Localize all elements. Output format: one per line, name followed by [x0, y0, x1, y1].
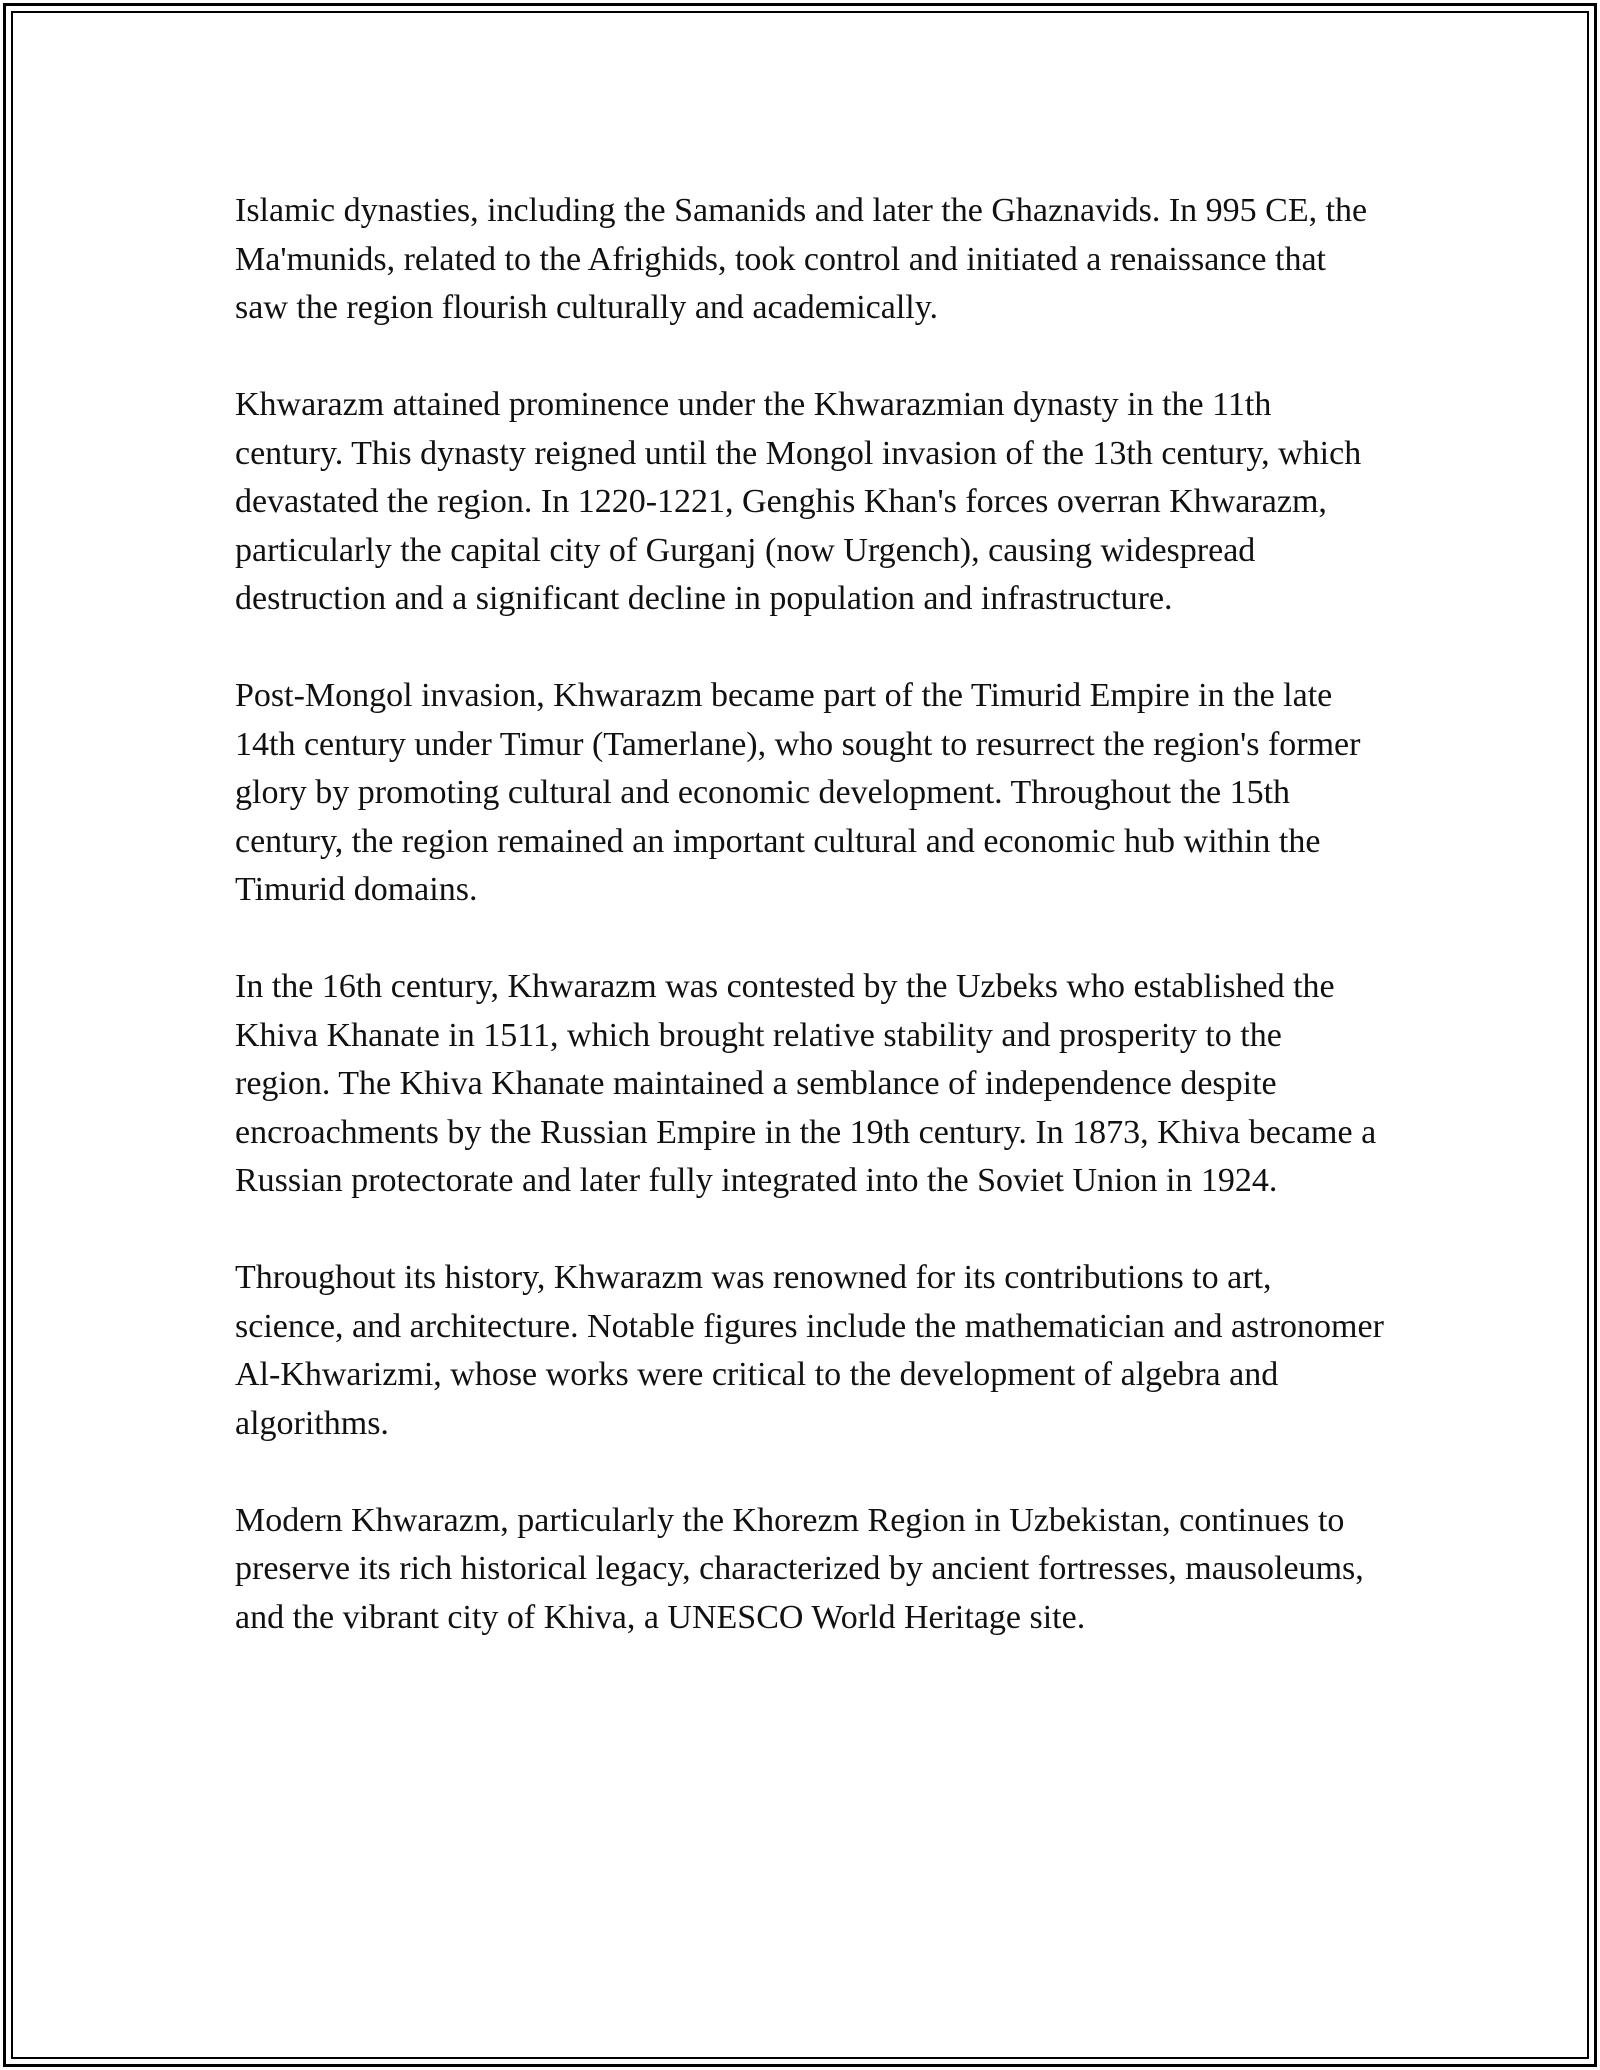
paragraph-contributions: Throughout its history, Khwarazm was renowned for its contributions to art, science, and architecture. Notable figures include the mathematician and astronomer Al-Khwarizmi, whose works were critical to the development of algebra and algorithms.	[235, 1259, 1384, 1442]
paragraph-timurid-empire: Post-Mongol invasion, Khwarazm became part of the Timurid Empire in the late 14th century under Timur (Tamerlane), who sought to resurrect the region's former glory by promoting cultural and economic development. Throughout the 15th century, the region remained an important cultural and economic hub within the Timurid domains.	[235, 677, 1361, 908]
paragraph-modern-khwarazm: Modern Khwarazm, particularly the Khorezm Region in Uzbekistan, continues to preserve its rich historical legacy, characterized by ancient fortresses, mausoleums, and the vibrant city of Khiva, a UNESCO World Heritage site.	[235, 1501, 1364, 1636]
paragraph-khiva-khanate: In the 16th century, Khwarazm was contested by the Uzbeks who established the Khiva Khanate in 1511, which brought relative stability and prosperity to the region. The Khiva Khanate maintained a semblance of independence despite encroachments by the Russian Empire in the 19th century. In 1873, Khiva became a Russian protectorate and later fully integrated into the Soviet Union in 1924.	[235, 968, 1377, 1199]
paragraph-samanids: Islamic dynasties, including the Samanids and later the Ghaznavids. In 995 CE, the Ma'munids, related to the Afrighids, took control and initiated a renaissance that saw the region flourish culturally and academically.	[235, 192, 1368, 326]
document-body	[235, 187, 1385, 1691]
paragraph-khwarazmian-dynasty: Khwarazm attained prominence under the Khwarazmian dynasty in the 11th century. This dynasty reigned until the Mongol invasion of the 13th century, which devastated the region. In 1220-1221, Genghis Khan's forces overran Khwarazm, particularly the capital city of Gurganj (now Urgench), causing widespread destruction and a significant decline in population and infrastructure.	[235, 386, 1362, 617]
